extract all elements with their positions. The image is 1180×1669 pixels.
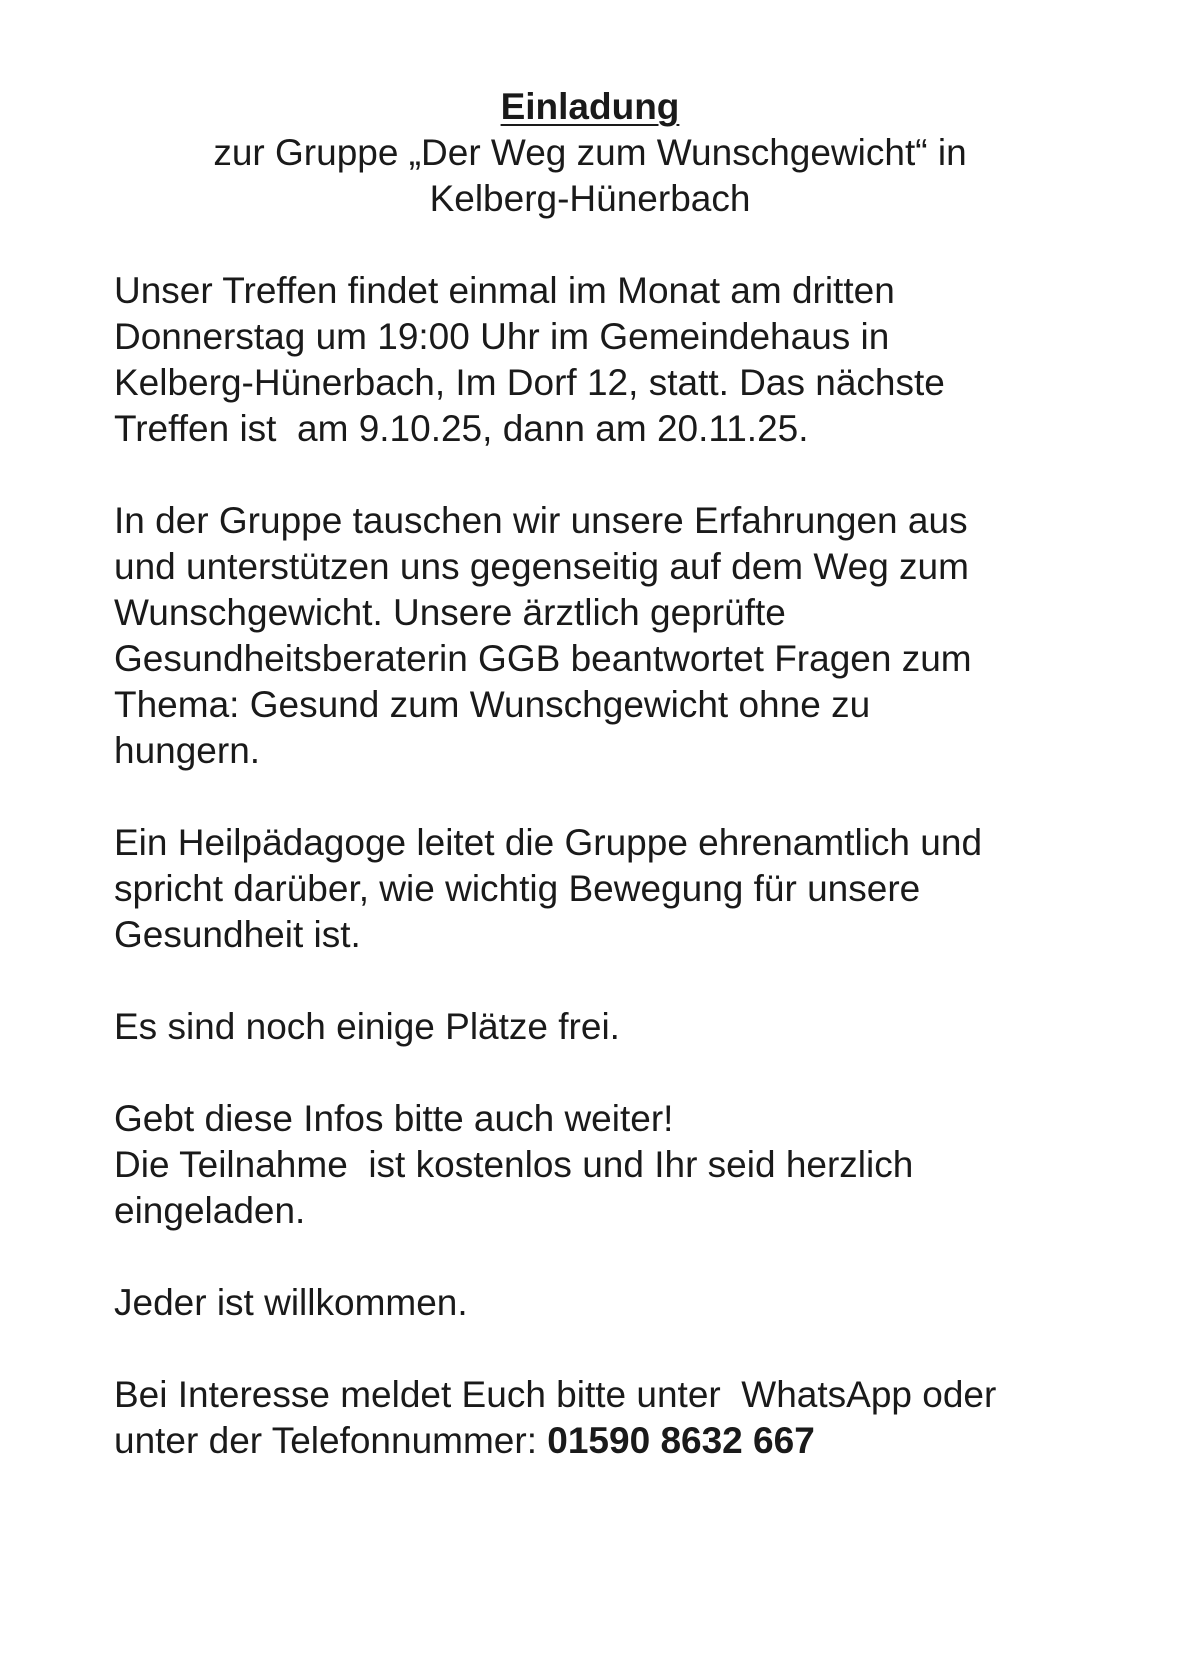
document-header <box>0 84 1180 222</box>
text-line: und unterstützen uns gegenseitig auf dem Weg zum <box>114 546 969 587</box>
contact-line <box>114 1418 1094 1464</box>
text-line: Kelberg-Hünerbach, Im Dorf 12, statt. Das nächste <box>114 362 945 403</box>
text-line: Gesundheitsberaterin GGB beantwortet Fragen zum <box>114 638 972 679</box>
text-line: eingeladen. <box>114 1190 306 1231</box>
text-line: Jeder ist willkommen. <box>114 1282 468 1323</box>
phone-number: 01590 8632 667 <box>547 1420 815 1461</box>
subtitle-line: Kelberg-Hünerbach <box>429 178 751 219</box>
text-line: In der Gruppe tauschen wir unsere Erfahrungen aus <box>114 500 968 541</box>
contact-line: Bei Interesse meldet Euch bitte unter WhatsApp oder <box>114 1374 997 1415</box>
paragraph-contact <box>114 1372 1094 1464</box>
text-line: Donnerstag um 19:00 Uhr im Gemeindehaus in <box>114 316 890 357</box>
text-line: Unser Treffen findet einmal im Monat am dritten <box>114 270 895 311</box>
paragraph-availability <box>114 1004 1094 1050</box>
text-line: Gebt diese Infos bitte auch weiter! <box>114 1098 674 1139</box>
paragraph-group-description <box>114 498 1094 774</box>
text-line: Es sind noch einige Plätze frei. <box>114 1006 620 1047</box>
paragraph-share-info <box>114 1096 1094 1234</box>
document-title: Einladung <box>500 86 680 127</box>
paragraph-welcome <box>114 1280 1094 1326</box>
text-line: Wunschgewicht. Unsere ärztlich geprüfte <box>114 592 786 633</box>
text-line: Die Teilnahme ist kostenlos und Ihr seid herzlich <box>114 1144 914 1185</box>
text-line: Treffen ist am 9.10.25, dann am 20.11.25. <box>114 408 809 449</box>
paragraph-leader <box>114 820 1094 958</box>
contact-label: unter der Telefonnummer: <box>114 1420 548 1461</box>
text-line: hungern. <box>114 730 261 771</box>
text-line: Thema: Gesund zum Wunschgewicht ohne zu <box>114 684 871 725</box>
text-line: spricht darüber, wie wichtig Bewegung für unsere <box>114 868 921 909</box>
subtitle-line: zur Gruppe „Der Weg zum Wunschgewicht“ in <box>213 132 967 173</box>
paragraph-meeting-info <box>114 268 1094 452</box>
text-line: Ein Heilpädagoge leitet die Gruppe ehrenamtlich und <box>114 822 983 863</box>
text-line: Gesundheit ist. <box>114 914 361 955</box>
document-body <box>114 268 1094 1510</box>
